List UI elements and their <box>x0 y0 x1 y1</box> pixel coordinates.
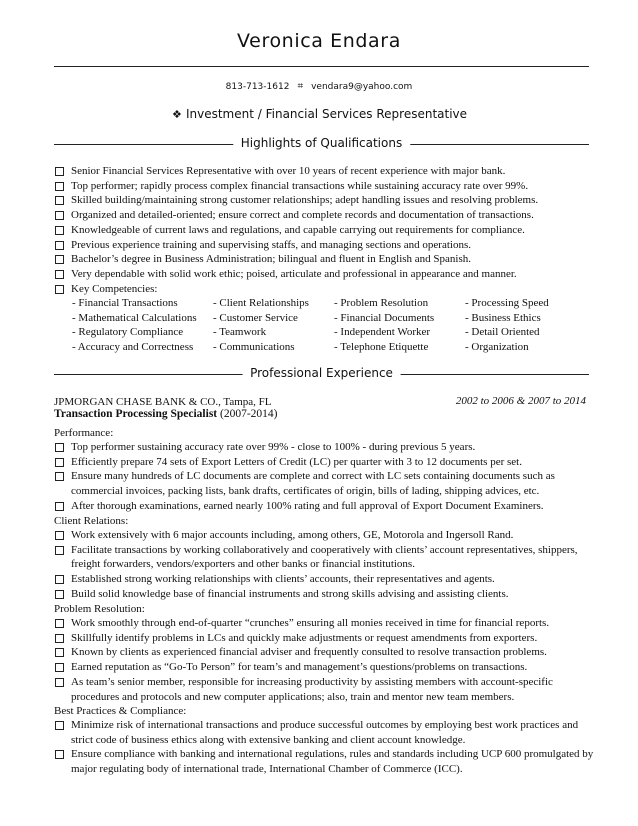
list-item: Ensure compliance with banking and international regulations, rules and standards including UCP 600 promulgated by major regulating body of international trade, International Chamber of Commerce (ICC). <box>54 747 594 776</box>
experience-section-header <box>54 366 589 382</box>
headline-text: Investment / Financial Services Representative <box>185 107 468 121</box>
list-item: Previous experience training and supervising staffs, and managing sections and operations. <box>54 238 594 253</box>
list-item: Top performer; rapidly process complex financial transactions while sustaining accuracy rate over 99%. <box>54 179 594 194</box>
candidate-name: Veronica Endara <box>237 30 401 52</box>
checkbox-bullet-icon <box>55 211 64 220</box>
competency-item: - Detail Oriented <box>465 326 540 339</box>
list-item: Earned reputation as “Go-To Person” for team’s and management’s questions/problems on transactions. <box>54 660 594 675</box>
list-item: Efficiently prepare 74 sets of Export Letters of Credit (LC) per quarter with 3 to 12 documents per set. <box>54 455 594 470</box>
job-years: (2007-2014) <box>220 408 278 420</box>
job-title: Transaction Processing Specialist <box>54 408 218 420</box>
checkbox-bullet-icon <box>55 226 64 235</box>
competency-item: - Communications <box>213 341 295 354</box>
checkbox-bullet-icon <box>55 472 64 481</box>
checkbox-bullet-icon <box>55 270 64 279</box>
contact-line <box>0 81 638 92</box>
checkbox-bullet-icon <box>55 634 64 643</box>
header-divider <box>54 66 589 67</box>
problem-resolution-list <box>54 616 594 704</box>
checkbox-bullet-icon <box>55 255 64 264</box>
list-item: Known by clients as experienced financial adviser and frequently consulted to resolve transaction problems. <box>54 645 594 660</box>
competency-item: - Mathematical Calculations <box>72 311 197 324</box>
competency-item: - Telephone Etiquette <box>334 341 429 354</box>
checkbox-bullet-icon <box>55 678 64 687</box>
highlights-section-header <box>54 136 589 152</box>
highlights-list <box>54 164 594 296</box>
checkbox-bullet-icon <box>55 648 64 657</box>
employment-dates: 2002 to 2006 & 2007 to 2014 <box>455 395 586 407</box>
list-item: Ensure many hundreds of LC documents are complete and correct with LC sets containing documents such as commercial invoices, packing lists, bank drafts, certificates of origin, bills of lading, shipping advices, etc. <box>54 469 594 498</box>
list-item: Top performer sustaining accuracy rate over 99% - close to 100% - during previous 5 years. <box>54 440 594 455</box>
checkbox-bullet-icon <box>55 241 64 250</box>
list-item: Skillfully identify problems in LCs and quickly make adjustments or request amendments from exporters. <box>54 631 594 646</box>
competency-item: - Organization <box>465 341 529 354</box>
list-item: Key Competencies: <box>54 282 594 297</box>
list-item: Organized and detailed-oriented; ensure correct and complete records and documentation of transactions. <box>54 208 594 223</box>
checkbox-bullet-icon <box>55 546 64 555</box>
competency-column-4 <box>465 296 549 355</box>
list-item: Established strong working relationships with clients’ accounts, their representatives and agents. <box>54 572 594 587</box>
competency-item: - Customer Service <box>213 311 298 324</box>
client-relations-list <box>54 528 594 602</box>
list-item: Skilled building/maintaining strong customer relationships; adept handling issues and resolving problems. <box>54 193 594 208</box>
subsection-heading: Performance: <box>54 427 114 439</box>
competency-column-2 <box>213 296 309 355</box>
list-item: Bachelor’s degree in Business Administration; bilingual and fluent in English and Spanish. <box>54 252 594 267</box>
competency-item: - Financial Transactions <box>72 297 178 309</box>
competency-column-1 <box>72 296 197 355</box>
section-title: Professional Experience <box>242 366 401 380</box>
checkbox-bullet-icon <box>55 502 64 511</box>
checkbox-bullet-icon <box>55 531 64 540</box>
competency-item: - Regulatory Compliance <box>72 326 184 339</box>
list-item: Facilitate transactions by working collaboratively and cooperatively with clients’ account representatives, shippers, freight forwarders, vendors/exporters and other banks or financial institutions. <box>54 543 594 572</box>
employer-name: JPMORGAN CHASE BANK & CO., Tampa, FL <box>54 396 272 408</box>
competency-item: - Accuracy and Correctness <box>72 341 194 354</box>
list-item: Senior Financial Services Representative with over 10 years of recent experience with major bank. <box>54 164 594 179</box>
subsection-heading: Client Relations: <box>54 515 129 527</box>
subsection-heading: Problem Resolution: <box>54 603 145 615</box>
separator-icon: ⌗ <box>297 81 304 92</box>
checkbox-bullet-icon <box>55 443 64 452</box>
list-item: Build solid knowledge base of financial instruments and strong skills advising and assisting clients. <box>54 587 594 602</box>
phone-number: 813-713-1612 <box>225 82 290 92</box>
job-title-line <box>54 408 278 420</box>
list-item: Very dependable with solid work ethic; poised, articulate and professional in appearance and manner. <box>54 267 594 282</box>
competency-item: - Problem Resolution <box>334 297 429 309</box>
checkbox-bullet-icon <box>55 663 64 672</box>
checkbox-bullet-icon <box>55 196 64 205</box>
performance-list <box>54 440 594 514</box>
competency-column-3 <box>334 296 434 355</box>
checkbox-bullet-icon <box>55 721 64 730</box>
competency-item: - Client Relationships <box>213 297 309 309</box>
list-item: As team’s senior member, responsible for increasing productivity by assisting members with account-specific procedures and protocols and new computer applications; also, train and mentor new team members. <box>54 675 594 704</box>
section-title: Highlights of Qualifications <box>233 136 410 150</box>
checkbox-bullet-icon <box>55 750 64 759</box>
competency-item: - Business Ethics <box>465 311 541 324</box>
list-item: Work extensively with 6 major accounts including, among others, GE, Motorola and Ingersoll Rand. <box>54 528 594 543</box>
checkbox-bullet-icon <box>55 182 64 191</box>
subsection-heading: Best Practices & Compliance: <box>54 705 187 717</box>
checkbox-bullet-icon <box>55 575 64 584</box>
list-item: Knowledgeable of current laws and regulations, and capable carrying out requirements for compliance. <box>54 223 594 238</box>
best-practices-list <box>54 718 594 777</box>
checkbox-bullet-icon <box>55 285 64 294</box>
checkbox-bullet-icon <box>55 458 64 467</box>
professional-headline <box>0 107 638 121</box>
list-item: Minimize risk of international transactions and produce successful outcomes by employing best work practices and strict code of business ethics along with extensive banking and client account knowledge. <box>54 718 594 747</box>
checkbox-bullet-icon <box>55 590 64 599</box>
checkbox-bullet-icon <box>55 167 64 176</box>
email-address: vendara9@yahoo.com <box>311 82 413 92</box>
competency-item: - Processing Speed <box>465 297 549 309</box>
list-item: Work smoothly through end-of-quarter “crunches” ensuring all monies received in time for financial reports. <box>54 616 594 631</box>
list-item: After thorough examinations, earned nearly 100% rating and full approval of Export Document Examiners. <box>54 499 594 514</box>
competency-item: - Independent Worker <box>334 326 431 339</box>
competency-item: - Financial Documents <box>334 311 435 324</box>
competency-item: - Teamwork <box>213 326 267 339</box>
diamond-bullet-icon: ❖ <box>172 108 182 121</box>
checkbox-bullet-icon <box>55 619 64 628</box>
